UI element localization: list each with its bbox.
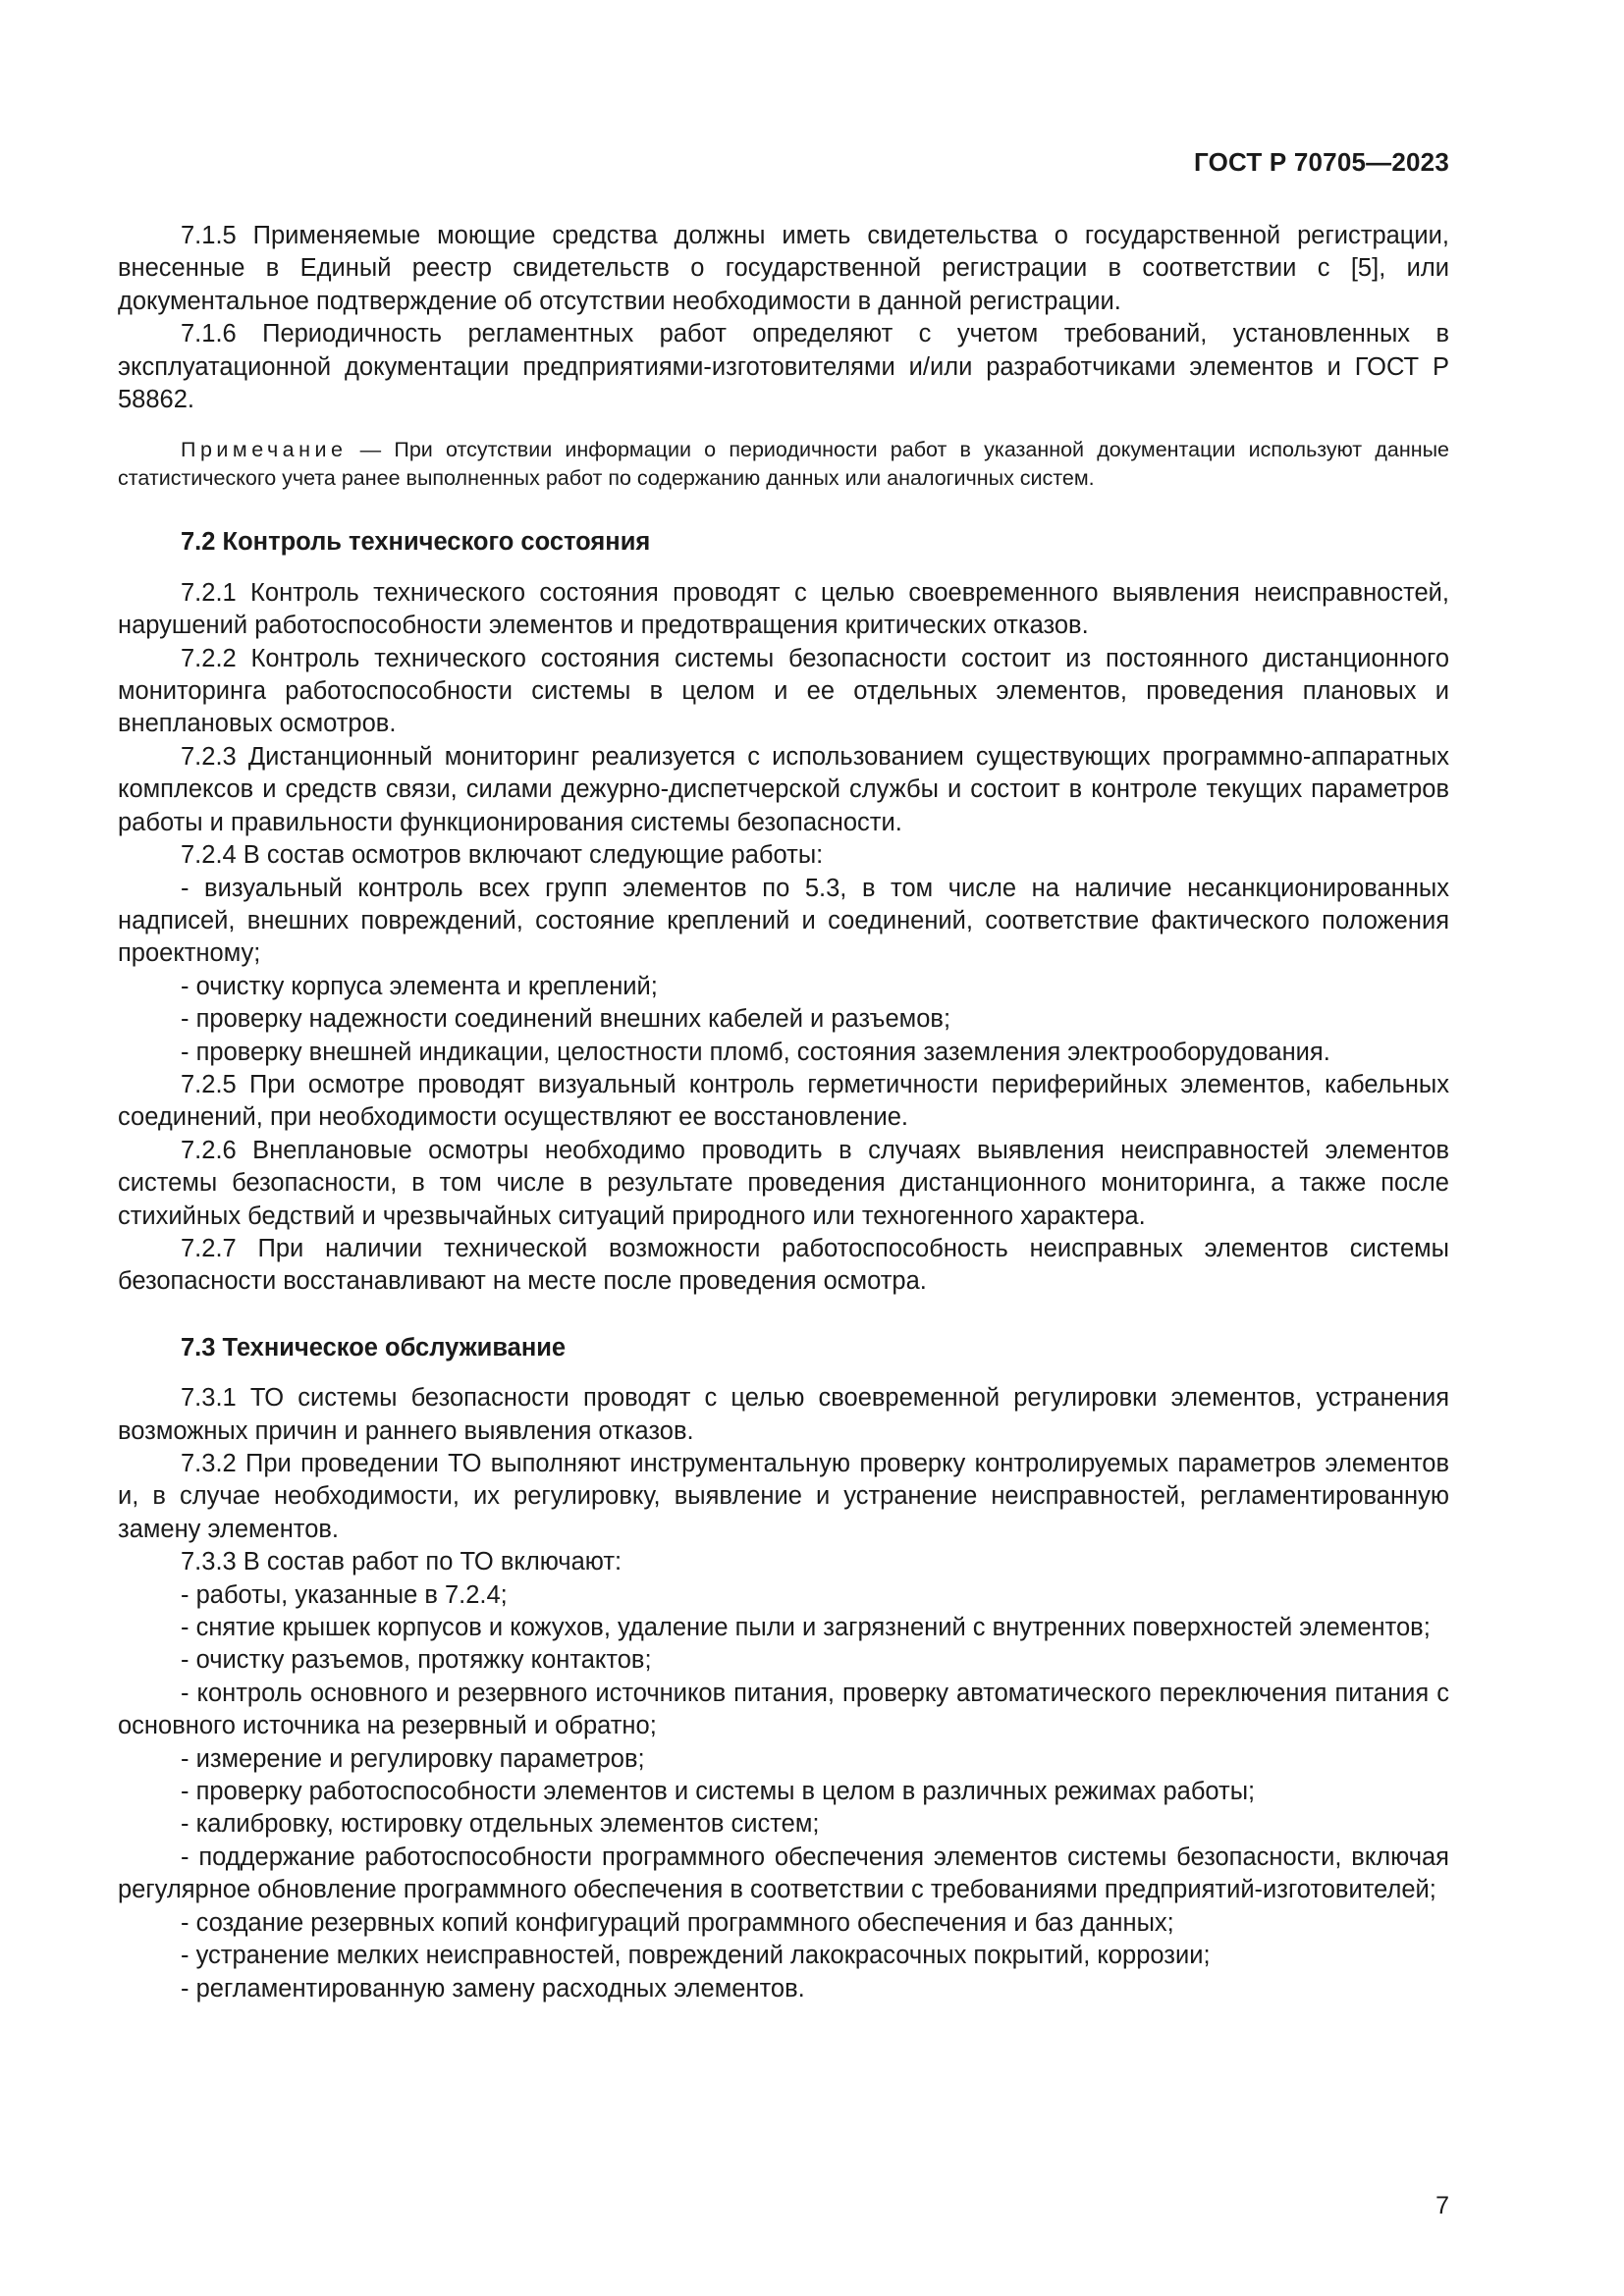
paragraph-7-2-6: 7.2.6 Внеплановые осмотры необходимо проводить в случаях выявления неисправностей элементов системы безопасности, в том числе в результате проведения дистанционного мониторинга, а также после стихийных бедствий и чрезвычайных ситуаций природного или техногенного характера.	[118, 1136, 1449, 1230]
list-item: - измерение и регулировку параметров;	[181, 1744, 645, 1773]
paragraph-7-2-1: 7.2.1 Контроль технического состояния проводят с целью своевременного выявления неисправностей, нарушений работоспособности элементов и предотвращения критических отказов.	[118, 578, 1449, 640]
note	[118, 436, 1449, 493]
paragraph-7-2-3: 7.2.3 Дистанционный мониторинг реализуется с использованием существующих программно-аппаратных комплексов и средств связи, силами дежурно-диспетчерской службы и состоит в контроле текущих параметров работы и правильности функционирования системы безопасности.	[118, 742, 1449, 836]
list-item: - проверку внешней индикации, целостности пломб, состояния заземления электрооборудования.	[181, 1038, 1330, 1066]
document-page	[118, 0, 1449, 2296]
list-item: - проверку работоспособности элементов и системы в целом в различных режимах работы;	[181, 1778, 1256, 1806]
section-heading-7-2: 7.2 Контроль технического состояния	[181, 528, 651, 557]
list-item: - визуальный контроль всех групп элементов по 5.3, в том числе на наличие несанкционированных надписей, внешних повреждений, состояние креплений и соединений, соответствие фактического положения проектному;	[118, 874, 1449, 968]
document-code-header: ГОСТ Р 70705—2023	[1194, 147, 1449, 177]
list-item: - очистку корпуса элемента и креплений;	[181, 972, 658, 1000]
page-number: 7	[1435, 2192, 1449, 2219]
paragraph-7-2-7: 7.2.7 При наличии технической возможности работоспособность неисправных элементов системы безопасности восстанавливают на месте после проведения осмотра.	[118, 1234, 1449, 1296]
list-item: - регламентированную замену расходных элементов.	[181, 1974, 805, 2002]
list-item: - создание резервных копий конфигураций программного обеспечения и баз данных;	[181, 1908, 1174, 1937]
list-item: - контроль основного и резервного источников питания, проверку автоматического переключения питания с основного источника на резервный и обратно;	[118, 1679, 1449, 1740]
list-item: - снятие крышек корпусов и кожухов, удаление пыли и загрязнений с внутренних поверхностей элементов;	[181, 1614, 1431, 1642]
paragraph-7-2-2: 7.2.2 Контроль технического состояния системы безопасности состоит из постоянного дистанционного мониторинга работоспособности системы в целом и ее отдельных элементов, проведения плановых и внеплановых осмотров.	[118, 644, 1449, 738]
section-heading-7-3: 7.3 Техническое обслуживание	[181, 1333, 567, 1362]
document-body	[118, 220, 1449, 2005]
paragraph-7-3-1: 7.3.1 ТО системы безопасности проводят с целью своевременной регулировки элементов, устранения возможных причин и раннего выявления отказов.	[118, 1384, 1449, 1445]
list-item: - устранение мелких неисправностей, повреждений лакокрасочных покрытий, коррозии;	[181, 1942, 1211, 1970]
note-text: — При отсутствии информации о периодичности работ в указанной документации используют данные статистического учета ранее выполненных работ по содержанию данных или аналогичных систем.	[118, 438, 1449, 491]
paragraph-7-3-2: 7.3.2 При проведении ТО выполняют инструментальную проверку контролируемых параметров элементов и, в случае необходимости, их регулировку, выявление и устранение неисправностей, регламентированную замену элементов.	[118, 1450, 1449, 1543]
paragraph-7-1-6: 7.1.6 Периодичность регламентных работ определяют с учетом требований, установленных в эксплуатационной документации предприятиями-изготовителями и/или разработчиками элементов и ГОСТ Р 58862.	[118, 320, 1449, 414]
list-item: - калибровку, юстировку отдельных элементов систем;	[181, 1810, 820, 1839]
paragraph-7-2-5: 7.2.5 При осмотре проводят визуальный контроль герметичности периферийных элементов, кабельных соединений, при необходимости осуществляют ее восстановление.	[118, 1070, 1449, 1132]
list-item: - работы, указанные в 7.2.4;	[181, 1580, 508, 1609]
note-label: Примечание	[181, 438, 348, 462]
paragraph-7-3-3: 7.3.3 В состав работ по ТО включают:	[181, 1548, 623, 1576]
list-item: - поддержание работоспособности программного обеспечения элементов системы безопасности, включая регулярное обновление программного обеспечения в соответствии с требованиями предприятий-изготовителей;	[118, 1842, 1449, 1904]
paragraph-7-2-4: 7.2.4 В состав осмотров включают следующие работы:	[181, 841, 824, 870]
paragraph-7-1-5: 7.1.5 Применяемые моющие средства должны иметь свидетельства о государственной регистрации, внесенные в Единый реестр свидетельств о государственной регистрации в соответствии с [5], или документальное подтверждение об отсутствии необходимости в данной регистрации.	[118, 222, 1449, 315]
list-item: - очистку разъемов, протяжку контактов;	[181, 1646, 652, 1675]
list-item: - проверку надежности соединений внешних кабелей и разъемов;	[181, 1005, 951, 1034]
